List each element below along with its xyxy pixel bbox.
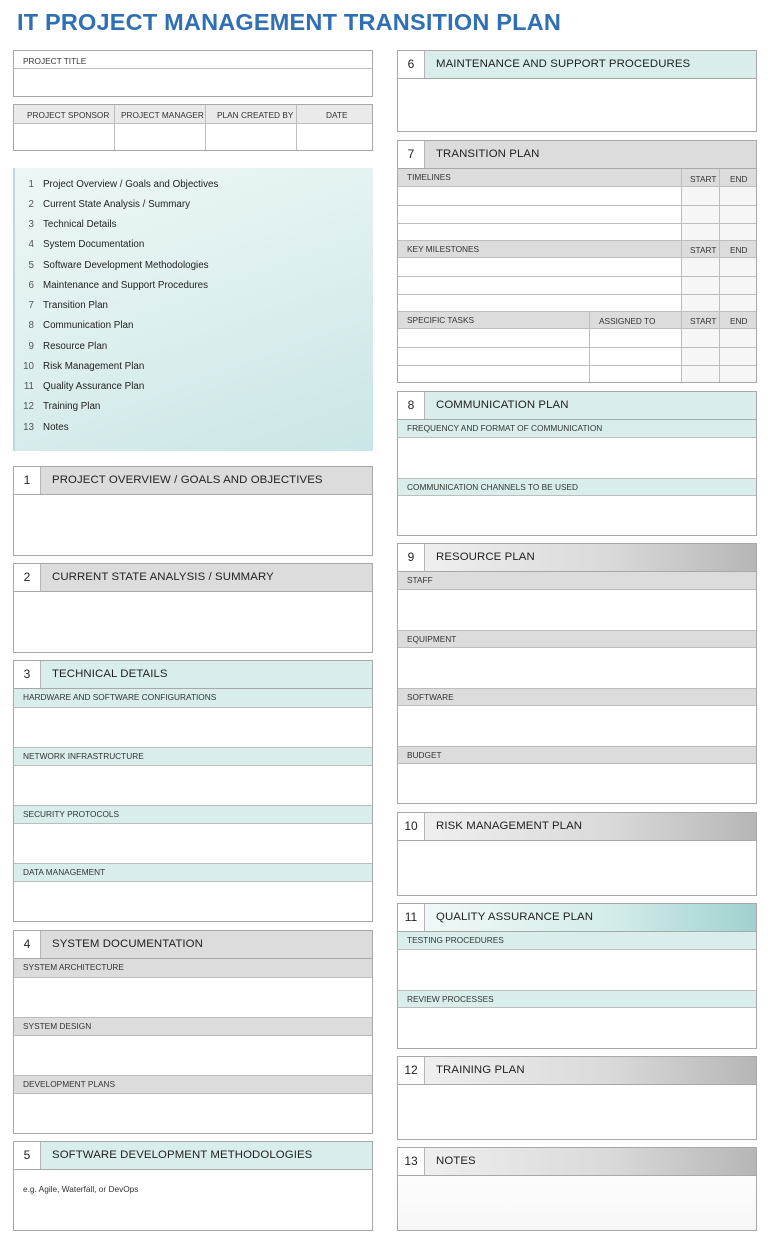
equipment-field[interactable] bbox=[398, 648, 756, 688]
review-processes-label: REVIEW PROCESSES bbox=[407, 994, 494, 1004]
section-number: 5 bbox=[14, 1142, 41, 1169]
section-resource-plan bbox=[397, 543, 757, 804]
section-title: RESOURCE PLAN bbox=[436, 551, 535, 563]
staff-label: STAFF bbox=[407, 575, 433, 585]
specific-tasks-label: SPECIFIC TASKS bbox=[407, 315, 475, 325]
section-project-overview bbox=[13, 466, 373, 556]
security-protocols-label: SECURITY PROTOCOLS bbox=[23, 809, 120, 819]
hw-sw-config-label: HARDWARE AND SOFTWARE CONFIGURATIONS bbox=[23, 692, 217, 702]
software-label: SOFTWARE bbox=[407, 692, 454, 702]
section-number: 8 bbox=[398, 392, 425, 419]
section-title: TRAINING PLAN bbox=[436, 1064, 525, 1076]
staff-field[interactable] bbox=[398, 590, 756, 630]
timelines-label: TIMELINES bbox=[407, 172, 451, 182]
date-field[interactable] bbox=[297, 124, 372, 150]
section-title: PROJECT OVERVIEW / GOALS AND OBJECTIVES bbox=[52, 474, 323, 486]
section-software-methodologies bbox=[13, 1141, 373, 1231]
maintenance-support-field[interactable] bbox=[398, 80, 756, 131]
project-sponsor-label: PROJECT SPONSOR bbox=[27, 110, 110, 120]
section-title: COMMUNICATION PLAN bbox=[436, 399, 569, 411]
section-number: 9 bbox=[398, 544, 425, 571]
plan-created-by-label: PLAN CREATED BY bbox=[217, 110, 294, 120]
development-plans-field[interactable] bbox=[14, 1094, 372, 1133]
section-number: 7 bbox=[398, 141, 425, 168]
communication-channels-label: COMMUNICATION CHANNELS TO BE USED bbox=[407, 482, 579, 492]
review-processes-field[interactable] bbox=[398, 1008, 756, 1048]
tasks-start-label: START bbox=[690, 316, 717, 326]
project-sponsor-field[interactable] bbox=[14, 124, 114, 150]
hw-sw-config-field[interactable] bbox=[14, 708, 372, 747]
section-training-plan bbox=[397, 1056, 757, 1140]
section-number: 13 bbox=[398, 1148, 425, 1175]
section-title: SOFTWARE DEVELOPMENT METHODOLOGIES bbox=[52, 1149, 313, 1161]
section-title: RISK MANAGEMENT PLAN bbox=[436, 820, 583, 832]
assigned-to-label: ASSIGNED TO bbox=[599, 316, 656, 326]
timelines-start-label: START bbox=[690, 174, 717, 184]
plan-created-by-field[interactable] bbox=[206, 124, 296, 150]
date-label: DATE bbox=[326, 110, 348, 120]
section-title: QUALITY ASSURANCE PLAN bbox=[436, 911, 594, 923]
section-maintenance-support bbox=[397, 50, 757, 132]
section-system-documentation bbox=[13, 930, 373, 1134]
milestones-end-label: END bbox=[730, 245, 748, 255]
timelines-end-label: END bbox=[730, 174, 748, 184]
project-info-table bbox=[13, 104, 373, 151]
current-state-field[interactable] bbox=[14, 593, 372, 652]
toc-accent-bar bbox=[13, 168, 15, 451]
project-title-label: PROJECT TITLE bbox=[23, 56, 87, 66]
data-management-label: DATA MANAGEMENT bbox=[23, 867, 106, 877]
section-number: 11 bbox=[398, 904, 425, 931]
software-field[interactable] bbox=[398, 706, 756, 746]
testing-procedures-field[interactable] bbox=[398, 950, 756, 990]
section-title: TRANSITION PLAN bbox=[436, 148, 540, 160]
project-title-box bbox=[13, 50, 373, 97]
system-architecture-field[interactable] bbox=[14, 978, 372, 1017]
section-title: CURRENT STATE ANALYSIS / SUMMARY bbox=[52, 571, 274, 583]
table-of-contents: 1 Project Overview / Goals and Objectives 2 Current State Analysis / Summary 3 Technical Details 4 System Documentation 5 Software Development Methodologies 6 Maintenance and Support Procedures 7 Transition Plan 8 Communication Plan 9 Resource Plan 10 Risk Management Plan 11 Quality Assurance Plan 12 Training Plan 13 Notes bbox=[14, 168, 373, 451]
section-title: NOTES bbox=[436, 1155, 476, 1167]
project-manager-label: PROJECT MANAGER bbox=[121, 110, 204, 120]
section-communication-plan bbox=[397, 391, 757, 536]
budget-label: BUDGET bbox=[407, 750, 442, 760]
testing-procedures-label: TESTING PROCEDURES bbox=[407, 935, 504, 945]
risk-management-field[interactable] bbox=[398, 842, 756, 895]
section-number: 10 bbox=[398, 813, 425, 840]
section-title: TECHNICAL DETAILS bbox=[52, 668, 168, 680]
notes-field[interactable] bbox=[398, 1177, 756, 1230]
network-infrastructure-label: NETWORK INFRASTRUCTURE bbox=[23, 751, 144, 761]
frequency-format-field[interactable] bbox=[398, 438, 756, 478]
milestones-start-label: START bbox=[690, 245, 717, 255]
page-title: IT PROJECT MANAGEMENT TRANSITION PLAN bbox=[17, 9, 561, 35]
system-design-field[interactable] bbox=[14, 1036, 372, 1075]
section-number: 12 bbox=[398, 1057, 425, 1084]
section-title: SYSTEM DOCUMENTATION bbox=[52, 938, 203, 950]
system-architecture-label: SYSTEM ARCHITECTURE bbox=[23, 962, 124, 972]
network-infrastructure-field[interactable] bbox=[14, 766, 372, 805]
methodologies-field[interactable] bbox=[14, 1171, 372, 1230]
section-number: 3 bbox=[14, 661, 41, 688]
budget-field[interactable] bbox=[398, 764, 756, 803]
transition-plan-table-cells[interactable] bbox=[398, 187, 756, 382]
section-transition-plan bbox=[397, 140, 757, 383]
methodologies-example-text: e.g. Agile, Waterfall, or DevOps bbox=[23, 1184, 139, 1194]
key-milestones-label: KEY MILESTONES bbox=[407, 244, 480, 254]
data-management-field[interactable] bbox=[14, 882, 372, 921]
equipment-label: EQUIPMENT bbox=[407, 634, 457, 644]
project-manager-field[interactable] bbox=[115, 124, 205, 150]
training-plan-field[interactable] bbox=[398, 1086, 756, 1139]
project-title-field[interactable] bbox=[14, 69, 372, 96]
section-title: MAINTENANCE AND SUPPORT PROCEDURES bbox=[436, 58, 691, 70]
tasks-end-label: END bbox=[730, 316, 748, 326]
security-protocols-field[interactable] bbox=[14, 824, 372, 863]
section-quality-assurance bbox=[397, 903, 757, 1049]
frequency-format-label: FREQUENCY AND FORMAT OF COMMUNICATION bbox=[407, 423, 603, 433]
section-number: 6 bbox=[398, 51, 425, 78]
development-plans-label: DEVELOPMENT PLANS bbox=[23, 1079, 116, 1089]
project-overview-field[interactable] bbox=[14, 496, 372, 555]
section-current-state bbox=[13, 563, 373, 653]
section-number: 1 bbox=[14, 467, 41, 494]
section-technical-details bbox=[13, 660, 373, 922]
section-number: 4 bbox=[14, 931, 41, 958]
section-number: 2 bbox=[14, 564, 41, 591]
communication-channels-field[interactable] bbox=[398, 496, 756, 535]
system-design-label: SYSTEM DESIGN bbox=[23, 1021, 92, 1031]
section-notes bbox=[397, 1147, 757, 1231]
section-risk-management bbox=[397, 812, 757, 896]
